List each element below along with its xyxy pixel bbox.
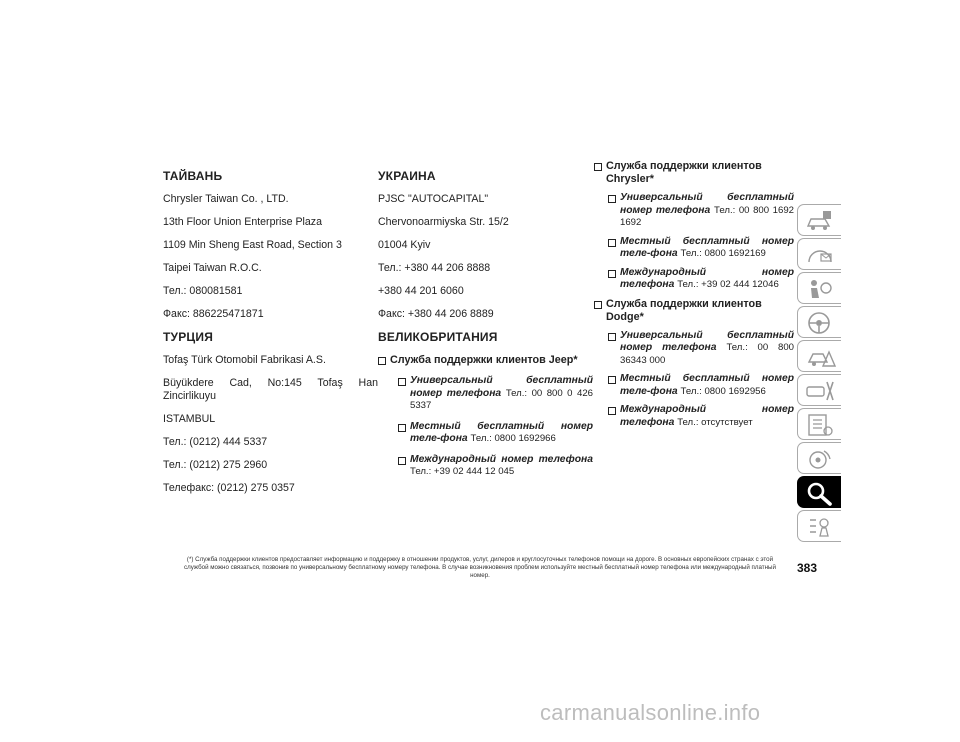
ukraine-line: 01004 Kyiv — [378, 239, 431, 251]
section-heading-uk: ВЕЛИКОБРИТАНИЯ — [378, 330, 498, 344]
tab-service[interactable] — [797, 374, 841, 406]
footnote: (*) Служба поддержки клиентов предоставляет информацию и поддержку в отношении продуктов, услуг, дилеров и круглосуточных телефонов помощи на дороге. В основных европейских странах с этой службой можно связаться, позвонив по универсальному бесплатному номеру телефона. В случае возникновения проблем используйте местный бесплатный номер телефона или международный платный номер. — [184, 556, 776, 579]
steering-wheel-icon — [804, 310, 836, 336]
phone-value: Тел.: +39 02 444 12046 — [677, 279, 779, 290]
turkey-tel: Тел.: (0212) 444 5337 — [163, 436, 268, 448]
phone-item — [398, 375, 593, 413]
phone-value: Тел.: 0800 1692956 — [680, 385, 766, 397]
phone-label: Местный бесплатный номер теле-фона — [620, 235, 794, 259]
multimedia-icon — [804, 446, 836, 472]
phone-item — [398, 421, 593, 446]
watermark: carmanualsonline.info — [540, 700, 761, 725]
tab-driving[interactable] — [797, 306, 841, 338]
ukraine-tel: Тел.: +380 44 206 8888 — [378, 262, 491, 274]
bullet-box-icon — [398, 457, 406, 465]
phone-item — [608, 404, 794, 429]
bullet-box-icon — [608, 407, 616, 415]
phone-value: Тел.: 0800 1692966 — [470, 433, 556, 444]
chapter-tabs — [797, 204, 841, 544]
bullet-box-icon — [608, 270, 616, 278]
phone-item — [608, 267, 794, 292]
bullet-box-icon — [608, 333, 616, 341]
phone-label: Международный номер телефона — [620, 266, 794, 290]
service-title-text: Служба поддержки клиентов Jeep* — [390, 354, 578, 366]
tab-dashboard[interactable] — [797, 238, 841, 270]
turkey-city: ISTAMBUL — [163, 413, 216, 425]
bullet-box-icon — [398, 424, 406, 432]
service-title-text: Служба поддержки клиентов Dodge* — [606, 297, 762, 323]
tab-car-info[interactable] — [797, 204, 841, 236]
phone-label: Универсальный бесплатный номер телефона — [620, 192, 794, 216]
turkey-address: Büyükdere Cad, No:145 Tofaş Han Zincirlikuyu — [163, 377, 378, 402]
phone-value: Тел.: 00 800 36343 000 — [620, 342, 794, 366]
ukraine-line: PJSC "AUTOCAPITAL" — [378, 193, 489, 205]
turkey-line: Tofaş Türk Otomobil Fabrikasi A.S. — [163, 354, 326, 366]
phone-label: Универсальный бесплатный номер телефона — [410, 375, 593, 399]
ukraine-tel: +380 44 201 6060 — [378, 285, 464, 297]
bullet-box-icon — [398, 378, 406, 386]
tab-search[interactable] — [797, 476, 841, 508]
phone-item — [398, 454, 593, 479]
phone-item — [608, 236, 794, 261]
phone-value: Тел.: 00 800 0 426 5337 — [410, 387, 593, 411]
service-title-jeep — [378, 354, 593, 367]
tab-specifications[interactable] — [797, 408, 841, 440]
phone-label: Универсальный бесплатный номер телефона — [620, 329, 794, 353]
phone-label: Местный бесплатный номер теле-фона — [620, 373, 794, 397]
index-icon — [804, 514, 836, 540]
column-right — [594, 160, 794, 435]
tab-safety[interactable] — [797, 272, 841, 304]
turkey-fax: Телефакс: (0212) 275 0357 — [163, 482, 295, 494]
taiwan-line: Chrysler Taiwan Co. , LTD. — [163, 193, 289, 205]
service-title-dodge — [594, 298, 794, 324]
section-heading-turkey: ТУРЦИЯ — [163, 330, 214, 344]
search-icon — [804, 480, 836, 506]
phone-value: Тел.: отсутствует — [677, 416, 753, 428]
phone-item — [608, 373, 794, 398]
bullet-box-icon — [608, 195, 616, 203]
phone-item — [608, 330, 794, 368]
bullet-box-icon — [594, 301, 602, 309]
phone-label: Международный номер телефона — [410, 453, 593, 465]
specifications-icon — [804, 412, 836, 438]
tab-multimedia[interactable] — [797, 442, 841, 474]
phone-value: Тел.: 0800 1692169 — [680, 248, 766, 259]
tab-emergency[interactable] — [797, 340, 841, 372]
car-service-icon — [804, 378, 836, 404]
taiwan-fax: Факс: 886225471871 — [163, 308, 264, 320]
ukraine-line: Chervonoarmiyska Str. 15/2 — [378, 216, 509, 228]
emergency-icon — [804, 344, 836, 370]
turkey-tel: Тел.: (0212) 275 2960 — [163, 459, 268, 471]
ukraine-fax: Факс: +380 44 206 8889 — [378, 308, 494, 320]
column-middle — [378, 170, 593, 487]
section-heading-ukraine: УКРАИНА — [378, 169, 436, 183]
bullet-box-icon — [608, 376, 616, 384]
tab-index[interactable] — [797, 510, 841, 542]
phone-item — [608, 192, 794, 230]
phone-label: Местный бесплатный номер теле-фона — [410, 420, 593, 444]
phone-value: Тел.: 00 800 1692 1692 — [620, 204, 794, 228]
phone-label: Международный номер телефона — [620, 404, 794, 428]
phone-value: Тел.: +39 02 444 12 045 — [410, 466, 515, 477]
taiwan-line: 13th Floor Union Enterprise Plaza — [163, 216, 322, 228]
bullet-box-icon — [378, 357, 386, 365]
bullet-box-icon — [594, 163, 602, 171]
taiwan-tel: Тел.: 080081581 — [163, 285, 243, 297]
column-left — [163, 170, 378, 505]
page-number: 383 — [797, 561, 818, 575]
taiwan-line: 1109 Min Sheng East Road, Section 3 — [163, 239, 342, 251]
section-heading-taiwan: ТАЙВАНЬ — [163, 169, 223, 183]
airbag-safety-icon — [804, 276, 836, 302]
bullet-box-icon — [608, 239, 616, 247]
dashboard-warning-icon — [804, 242, 836, 268]
taiwan-line: Taipei Taiwan R.O.C. — [163, 262, 262, 274]
service-title-chrysler — [594, 160, 794, 186]
car-info-icon — [804, 208, 836, 234]
service-title-text: Служба поддержки клиентов Chrysler* — [606, 160, 762, 185]
